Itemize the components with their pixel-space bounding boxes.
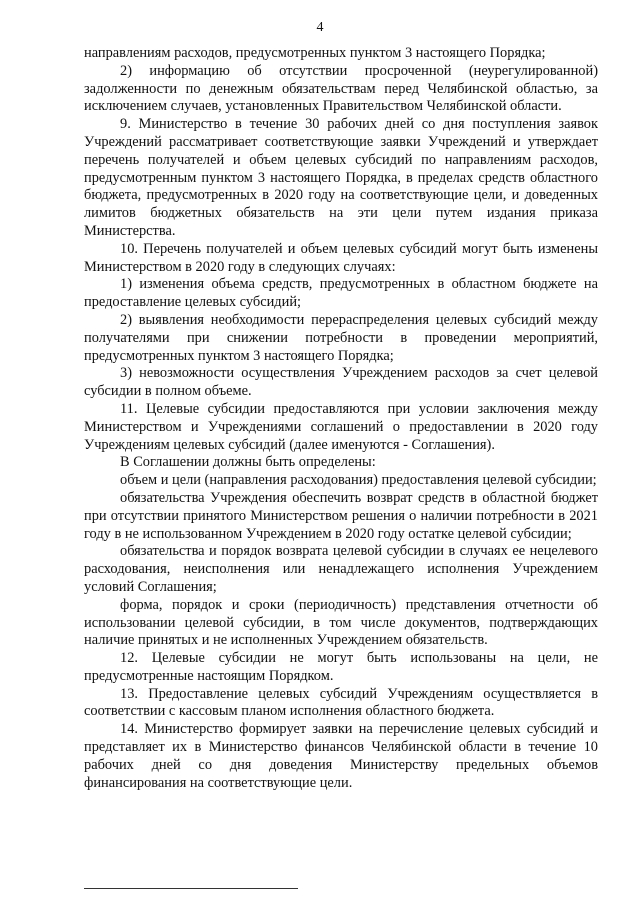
footnote-separator	[84, 888, 298, 889]
paragraph-agreement-reporting: форма, порядок и сроки (периодичность) представления отчетности об использовании целевой субсидии, в том числе документов, подтверждающих наличие принятых и не исполненных Учреждением обязательств.	[84, 596, 598, 649]
paragraph-clause-11: 11. Целевые субсидии предоставляются при условии заключения между Министерством и Учреждениями соглашений о предоставлении в 2020 году Учреждениям целевых субсидий (далее именуются - Соглашения).	[84, 400, 598, 453]
page-number: 4	[316, 20, 324, 35]
paragraph-clause-12: 12. Целевые субсидии не могут быть использованы на цели, не предусмотренные настоящим Порядком.	[84, 650, 598, 684]
paragraph-clause-13: 13. Предоставление целевых субсидий Учреждениям осуществляется в соответствии с кассовым планом исполнения областного бюджета.	[84, 685, 598, 720]
paragraph-agreement-intro: В Соглашении должны быть определены:	[120, 454, 376, 471]
paragraph-agreement-volume: объем и цели (направления расходования) предоставления целевой субсидии;	[120, 472, 597, 489]
paragraph-clause-10-case-1: 1) изменения объема средств, предусмотренных в областном бюджете на предоставление целевых субсидий;	[84, 276, 598, 311]
paragraph-clause-10: 10. Перечень получателей и объем целевых субсидий могут быть изменены Министерством в 2020 году в следующих случаях:	[84, 240, 598, 275]
paragraph-item-2-information: 2) информацию об отсутствии просроченной (неурегулированной) задолженности по денежным обязательствам перед Челябинской областью, за исключением случаев, установленных Правительством Челябинской области.	[84, 62, 598, 115]
document-body	[84, 45, 598, 792]
paragraph-continuation: направлениям расходов, предусмотренных пунктом 3 настоящего Порядка;	[84, 45, 546, 61]
paragraph-agreement-return: обязательства Учреждения обеспечить возврат средств в областной бюджет при отсутствии принятого Министерством решения о наличии потребности в 2021 году в не использованном Учреждением в 2020 году остатке целевой субсидии;	[84, 489, 598, 542]
paragraph-clause-10-case-2: 2) выявления необходимости перераспределения целевых субсидий между получателями при снижении потребности в проведении мероприятий, предусмотренных пунктом 3 настоящего Порядка;	[84, 311, 598, 364]
paragraph-clause-9: 9. Министерство в течение 30 рабочих дней со дня поступления заявок Учреждений рассматривает соответствующие заявки Учреждений и утверждает перечень получателей и объем целевых субсидий по направлениям расходов, предусмотренным пунктом 3 настоящего Порядка, в пределах средств областного бюджета, предусмотренных в 2020 году на соответствующие цели, и доведенных лимитов бюджетных обязательств на эти цели путем издания приказа Министерства.	[84, 116, 598, 239]
paragraph-agreement-misuse: обязательства и порядок возврата целевой субсидии в случаях ее нецелевого расходования, неисполнения или ненадлежащего исполнения Учреждением условий Соглашения;	[84, 543, 598, 595]
paragraph-clause-10-case-3: 3) невозможности осуществления Учреждением расходов за счет целевой субсидии в полном объеме.	[84, 365, 598, 400]
paragraph-clause-14: 14. Министерство формирует заявки на перечисление целевых субсидий и представляет их в Министерство финансов Челябинской области в течение 10 рабочих дней со дня доведения Министерству предельных объемов финансирования на соответствующие цели.	[84, 721, 598, 791]
